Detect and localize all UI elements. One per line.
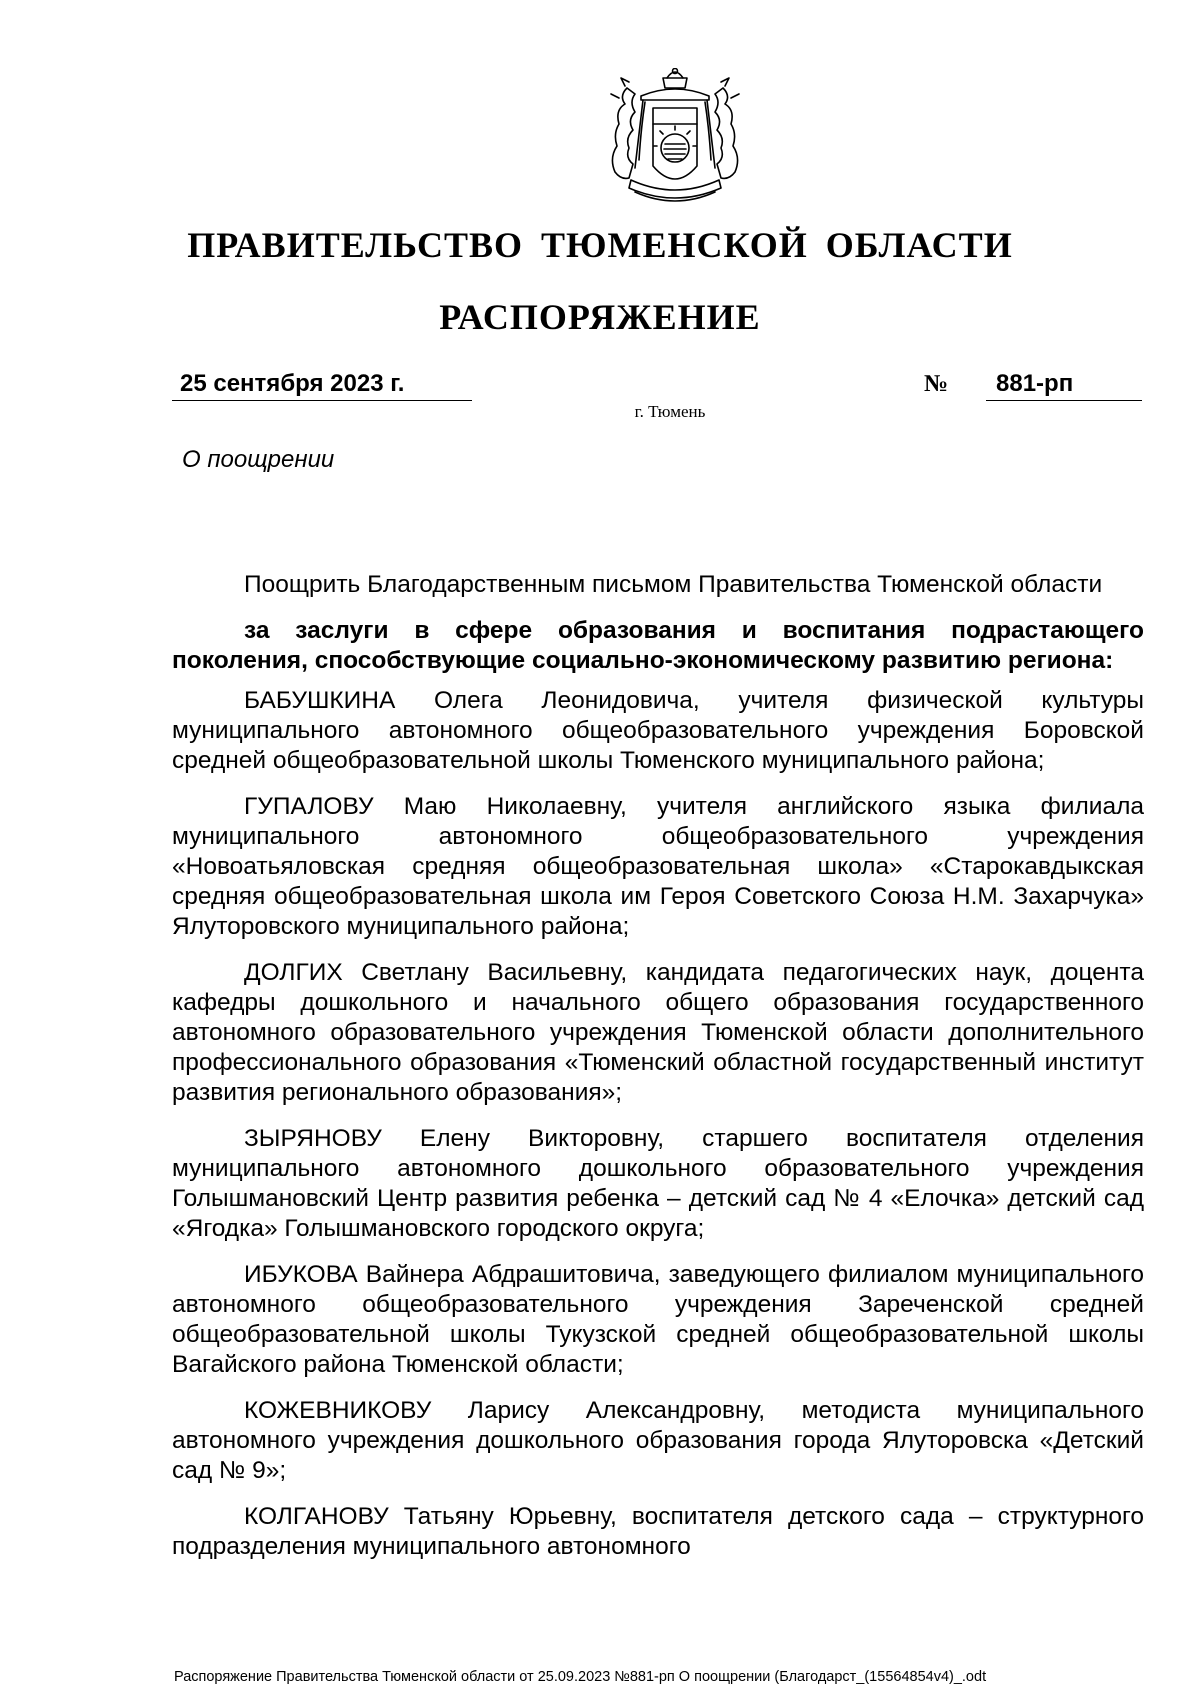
document-type: РАСПОРЯЖЕНИЕ [439,297,761,337]
list-item: БАБУШКИНА Олега Леонидовича, учителя физической культуры муниципального автономного общеобразовательного учреждения Боровской средней общеобразовательной школы Тюменского муниципального района; [172,687,1144,774]
list-item: ДОЛГИХ Светлану Васильевну, кандидата педагогических наук, доцента кафедры дошкольного и начального общего образования государственного автономного образовательного учреждения Тюменской области дополнительного профессионального образования «Тюменский областной государственный институт развития регионального образования»; [172,959,1144,1106]
page-footer: Распоряжение Правительства Тюменской области от 25.09.2023 №881-рп О поощрении (Благодарст_(15564854v4)_.odt [174,1669,987,1685]
document-body [172,570,1144,1578]
list-item: ИБУКОВА Вайнера Абдрашитовича, заведующего филиалом муниципального автономного общеобразовательного учреждения Зареченской средней общеобразовательной школы Тукузской средней общеобразовательной школы Вагайского района Тюменской области; [172,1261,1144,1378]
list-item: ГУПАЛОВУ Маю Николаевну, учителя английского языка филиала муниципального автономного общеобразовательного учреждения «Новоатьяловская средняя общеобразовательная школа» «Старокавдыкская средняя общеобразовательная школа им Героя Советского Союза Н.М. Захарчука» Ялуторовского муниципального района; [172,793,1144,940]
document-subject: О поощрении [182,446,335,473]
organization-title: ПРАВИТЕЛЬСТВО ТЮМЕНСКОЙ ОБЛАСТИ [187,225,1013,265]
intro-paragraph: Поощрить Благодарственным письмом Правительства Тюменской области [244,571,1103,598]
award-category: за заслуги в сфере образования и воспитания подрастающего поколения, способствующие социально-экономическому развитию региона: [172,617,1144,674]
list-item: КОЛГАНОВУ Татьяну Юрьевну, воспитателя детского сада – структурного подразделения муниципального автономного [172,1503,1144,1560]
city-label: г. Тюмень [634,402,706,421]
document-date: 25 сентября 2023 г. [172,368,472,401]
document-number: 881-рп [986,368,1142,401]
list-item: КОЖЕВНИКОВУ Ларису Александровну, методиста муниципального автономного учреждения дошкольного образования города Ялуторовска «Детский сад № 9»; [172,1397,1144,1484]
coat-of-arms-icon [595,68,755,210]
list-item: ЗЫРЯНОВУ Елену Викторовну, старшего воспитателя отделения муниципального автономного дошкольного образовательного учреждения Голышмановский Центр развития ребенка – детский сад № 4 «Елочка» детский сад «Ягодка» Голышмановского городского округа; [172,1125,1144,1242]
number-sign: № [924,371,949,397]
